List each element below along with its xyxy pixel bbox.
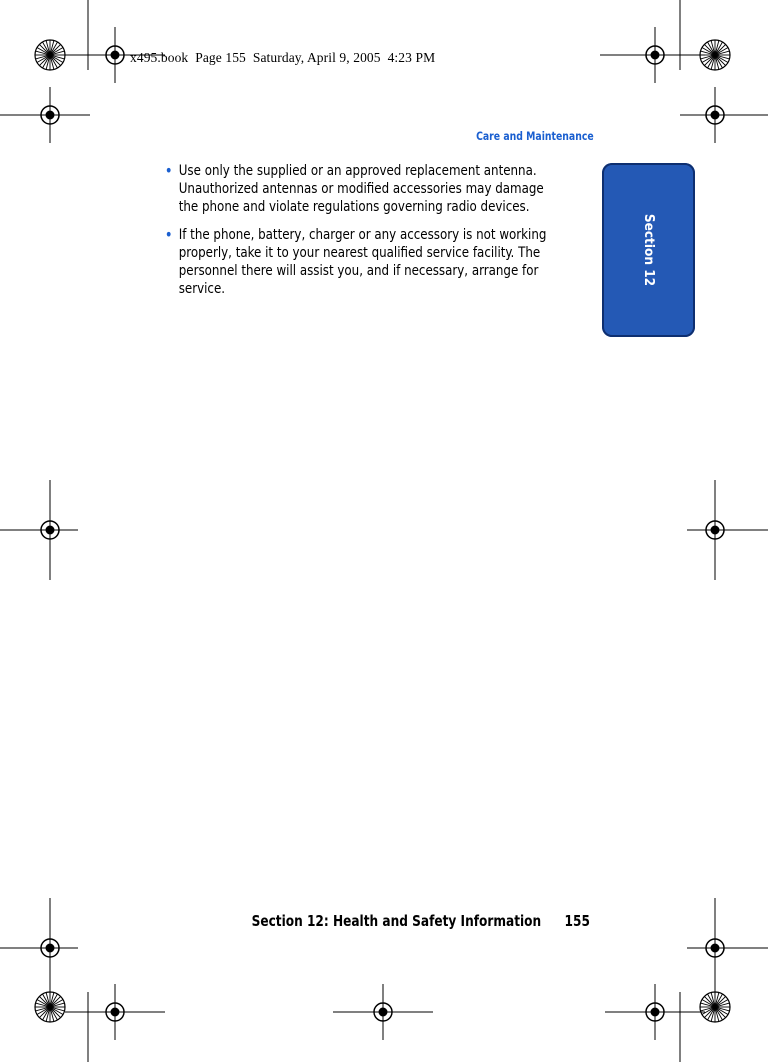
- running-head: Care and Maintenance: [476, 129, 594, 143]
- page-footer: [252, 912, 590, 930]
- footer-section-title: Section 12: Health and Safety Information: [251, 912, 542, 930]
- bullet-list: [162, 162, 592, 307]
- bullet-icon: •: [164, 224, 173, 244]
- bullet-icon: •: [164, 161, 173, 180]
- section-tab: [602, 163, 695, 337]
- bullet-text: If the phone, battery, charger or any accessory is not working properly, take it to your nearest qualified service facility. The personnel there will assist you, and if necessary, arrange for service.: [178, 226, 547, 298]
- slug-line: x495.book Page 155 Saturday, April 9, 2005 4:23 PM: [130, 50, 436, 65]
- page-number: 155: [564, 912, 590, 930]
- bullet-item: [162, 226, 562, 299]
- bullet-text: Use only the supplied or an approved replacement antenna. Unauthorized antennas or modified accessories may damage the phone and violate regulations governing radio devices.: [178, 163, 544, 216]
- section-tab-label: Section 12: [640, 213, 657, 287]
- bullet-item: [162, 162, 562, 217]
